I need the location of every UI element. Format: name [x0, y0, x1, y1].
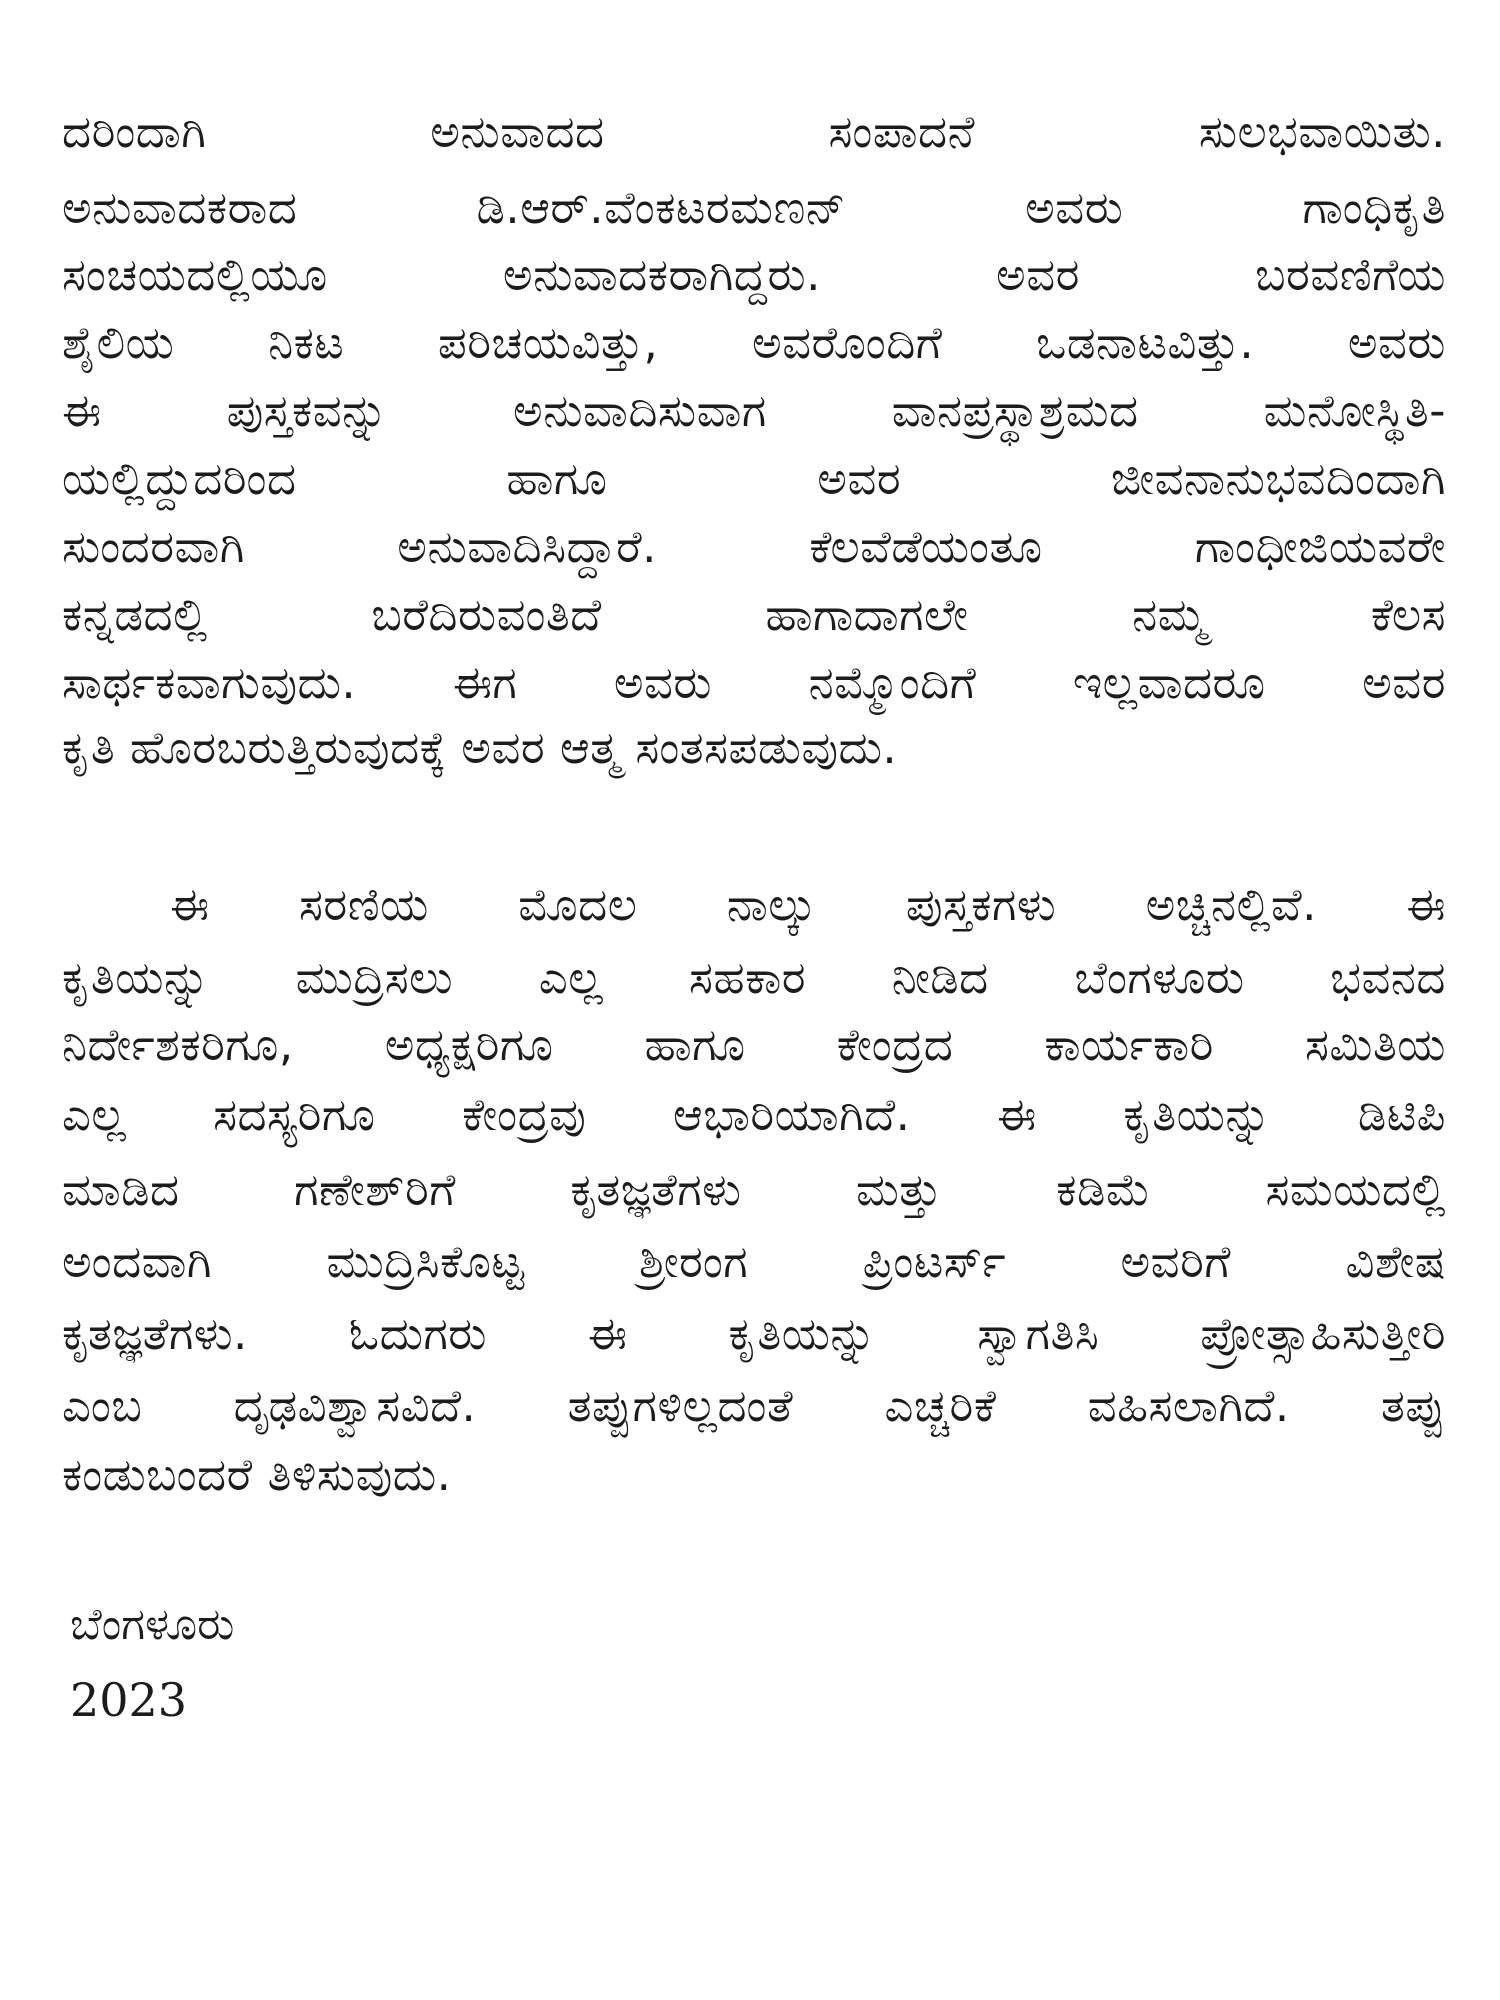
text-line: ಎಂಬ ದೃಢವಿಶ್ವಾಸವಿದೆ. ತಪ್ಪುಗಳಿಲ್ಲದಂತೆ ಎಚ್ಚರಿಕೆ ವಹಿಸಲಾಗಿದೆ. ತಪ್ಪು	[62, 1379, 1446, 1432]
text-line: ಸುಂದರವಾಗಿ ಅನುವಾದಿಸಿದ್ದಾರೆ. ಕೆಲವೆಡೆಯಂತೂ ಗಾಂಧೀಜಿಯವರೇ	[62, 520, 1446, 573]
text-line: ಎಲ್ಲ ಸದಸ್ಯರಿಗೂ ಕೇಂದ್ರವು ಆಭಾರಿಯಾಗಿದೆ. ಈ ಕೃತಿಯನ್ನು ಡಿಟಿಪಿ	[62, 1088, 1446, 1141]
text-line: ಸಾರ್ಥಕವಾಗುವುದು. ಈಗ ಅವರು ನಮ್ಮೊಂದಿಗೆ ಇಲ್ಲವಾದರೂ ಅವರ	[62, 656, 1446, 709]
text-line: ಯಲ್ಲಿದ್ದುದರಿಂದ ಹಾಗೂ ಅವರ ಜೀವನಾನುಭವದಿಂದಾಗಿ	[62, 452, 1446, 505]
text-line: ಅಂದವಾಗಿ ಮುದ್ರಿಸಿಕೊಟ್ಟ ಶ್ರೀರಂಗ ಪ್ರಿಂಟರ್ಸ್ ಅವರಿಗೆ ವಿಶೇಷ	[62, 1235, 1446, 1288]
text-line: ಈ ಪುಸ್ತಕವನ್ನು ಅನುವಾದಿಸುವಾಗ ವಾನಪ್ರಸ್ಥಾಶ್ರಮದ ಮನೋಸ್ಥಿತಿ-	[62, 384, 1446, 437]
text-line: ಕೃತಿ ಹೊರಬರುತ್ತಿರುವುದಕ್ಕೆ ಅವರ ಆತ್ಮ ಸಂತಸಪಡುವುದು.	[62, 721, 898, 774]
text-line: ಅನುವಾದಕರಾದ ಡಿ.ಆರ್.ವೆಂಕಟರಮಣನ್ ಅವರು ಗಾಂಧಿಕೃತಿ	[62, 181, 1446, 234]
text-line: ಈ ಸರಣಿಯ ಮೊದಲ ನಾಲ್ಕು ಪುಸ್ತಕಗಳು ಅಚ್ಚಿನಲ್ಲಿವೆ. ಈ	[170, 878, 1446, 931]
text-line: ಕೃತಿಯನ್ನು ಮುದ್ರಿಸಲು ಎಲ್ಲ ಸಹಕಾರ ನೀಡಿದ ಬೆಂಗಳೂರು ಭವನದ	[62, 951, 1446, 1004]
text-line: ಮಾಡಿದ ಗಣೇಶ್‌ರಿಗೆ ಕೃತಜ್ಞತೆಗಳು ಮತ್ತು ಕಡಿಮೆ ಸಮಯದಲ್ಲಿ	[62, 1163, 1446, 1216]
text-line: ಕನ್ನಡದಲ್ಲಿ ಬರೆದಿರುವಂತಿದೆ ಹಾಗಾದಾಗಲೇ ನಮ್ಮ ಕೆಲಸ	[62, 588, 1446, 641]
text-line: ನಿರ್ದೇಶಕರಿಗೂ, ಅಧ್ಯಕ್ಷರಿಗೂ ಹಾಗೂ ಕೇಂದ್ರದ ಕಾರ್ಯಕಾರಿ ಸಮಿತಿಯ	[62, 1018, 1446, 1071]
text-line: ದರಿಂದಾಗಿ ಅನುವಾದದ ಸಂಪಾದನೆ ಸುಲಭವಾಯಿತು.	[62, 105, 1446, 158]
text-line: ಕಂಡುಬಂದರೆ ತಿಳಿಸುವುದು.	[62, 1448, 452, 1501]
signoff-year: 2023	[70, 1673, 188, 1727]
text-line: ಶೈಲಿಯ ನಿಕಟ ಪರಿಚಯವಿತ್ತು, ಅವರೊಂದಿಗೆ ಒಡನಾಟವಿತ್ತು. ಅವರು	[62, 316, 1446, 369]
text-line: ಸಂಚಯದಲ್ಲಿಯೂ ಅನುವಾದಕರಾಗಿದ್ದರು. ಅವರ ಬರವಣಿಗೆಯ	[62, 248, 1446, 301]
text-line: ಕೃತಜ್ಞತೆಗಳು. ಓದುಗರು ಈ ಕೃತಿಯನ್ನು ಸ್ವಾಗತಿಸಿ ಪ್ರೋತ್ಸಾಹಿಸುತ್ತೀರಿ	[62, 1307, 1446, 1360]
signoff-place: ಬೆಂಗಳೂರು	[70, 1599, 235, 1650]
